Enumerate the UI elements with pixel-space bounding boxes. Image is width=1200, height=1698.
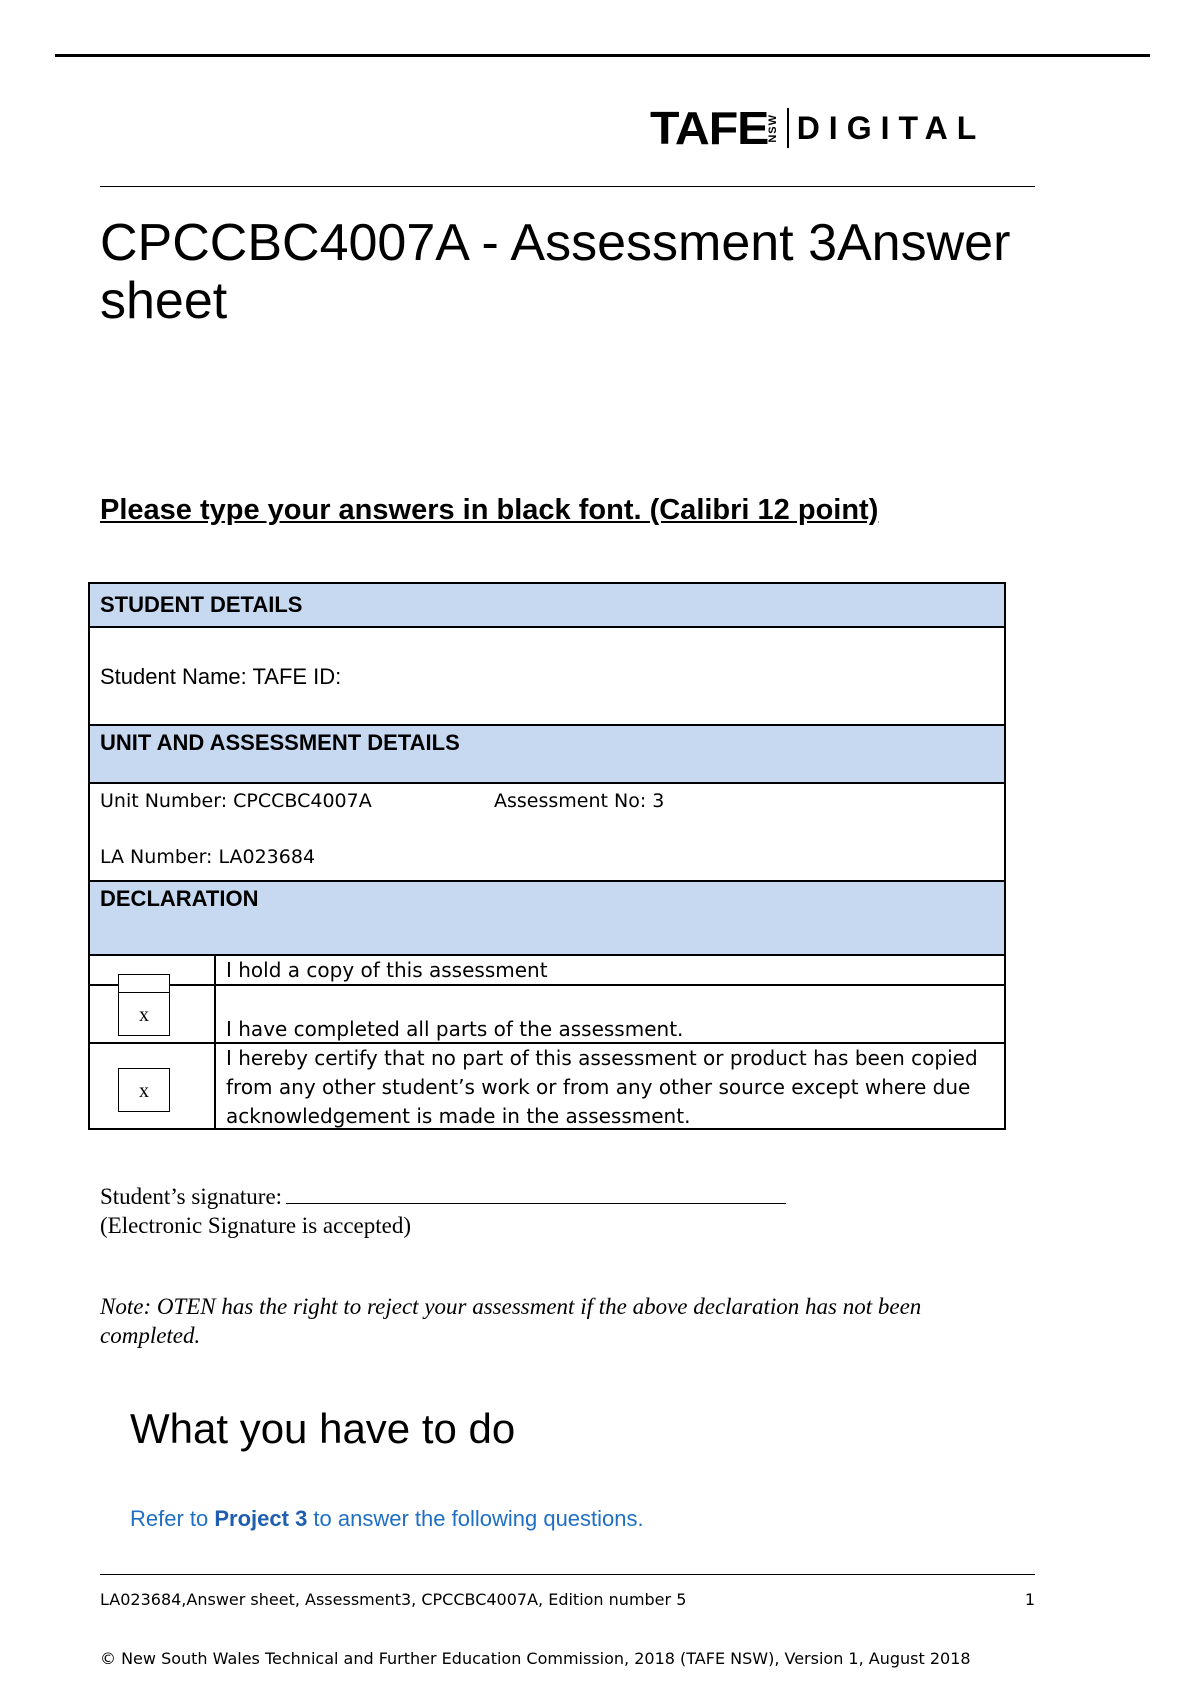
refer-before: Refer to [130,1506,215,1531]
footer-rule [100,1574,1035,1575]
refer-after: to answer the following questions. [307,1506,644,1531]
declaration-row-2 [90,986,1004,1044]
signature-block [100,1182,786,1240]
declaration-checkbox-3[interactable]: x [118,1068,170,1112]
copyright: © New South Wales Technical and Further Education Commission, 2018 (TAFE NSW), Version 1, August 2018 [100,1649,971,1668]
document-title: CPCCBC4007A - Assessment 3Answer sheet [100,214,1011,330]
declaration-text-3: I hereby certify that no part of this assessment or product has been copied from any other student’s work or from any other source except where due acknowledgement is made in the assessment. [226,1046,978,1128]
top-rule [55,54,1150,57]
signature-line[interactable] [286,1185,786,1204]
assessment-number: Assessment No: 3 [494,790,665,812]
declaration-note: Note: OTEN has the right to reject your assessment if the above declaration has not been completed. [100,1294,922,1348]
student-name-label: Student Name: TAFE ID: [100,664,342,689]
declaration-text-2: I have completed all parts of the assessment. [226,1017,684,1041]
header-rule [100,186,1035,187]
details-table [88,582,1006,1130]
footer [100,1590,1035,1609]
declaration-check-cell [90,986,216,1042]
declaration-check-cell [90,1044,216,1128]
logo-brand: TAFE [650,102,769,154]
declaration-text-1: I hold a copy of this assessment [226,958,548,982]
section-title: What you have to do [130,1405,516,1452]
logo-region: NSW [766,113,779,143]
student-details-header: STUDENT DETAILS [90,584,1004,628]
declaration-header: DECLARATION [90,882,1004,956]
footer-reference: LA023684,Answer sheet, Assessment3, CPCCBC4007A, Edition number 5 [100,1590,687,1609]
unit-details-row [90,784,1004,882]
font-instruction: Please type your answers in black font. (Calibri 12 point) [100,494,879,526]
declaration-checkbox-2[interactable]: x [118,992,170,1036]
refer-instruction [130,1506,644,1532]
unit-number: Unit Number: CPCCBC4007A [100,790,372,812]
signature-label: Student’s signature: [100,1184,283,1209]
logo-division: DIGITAL [796,109,986,146]
declaration-row-1 [90,956,1004,986]
unit-details-header: UNIT AND ASSESSMENT DETAILS [90,726,1004,784]
signature-hint: (Electronic Signature is accepted) [100,1213,411,1238]
refer-project: Project 3 [214,1506,308,1531]
logo-divider [787,108,789,148]
declaration-row-3 [90,1044,1004,1128]
page-number: 1 [1024,1590,1035,1609]
student-details-row[interactable] [90,628,1004,726]
declaration-check-cell [90,956,216,984]
la-number: LA Number: LA023684 [100,846,316,868]
tafe-digital-logo [650,104,985,152]
